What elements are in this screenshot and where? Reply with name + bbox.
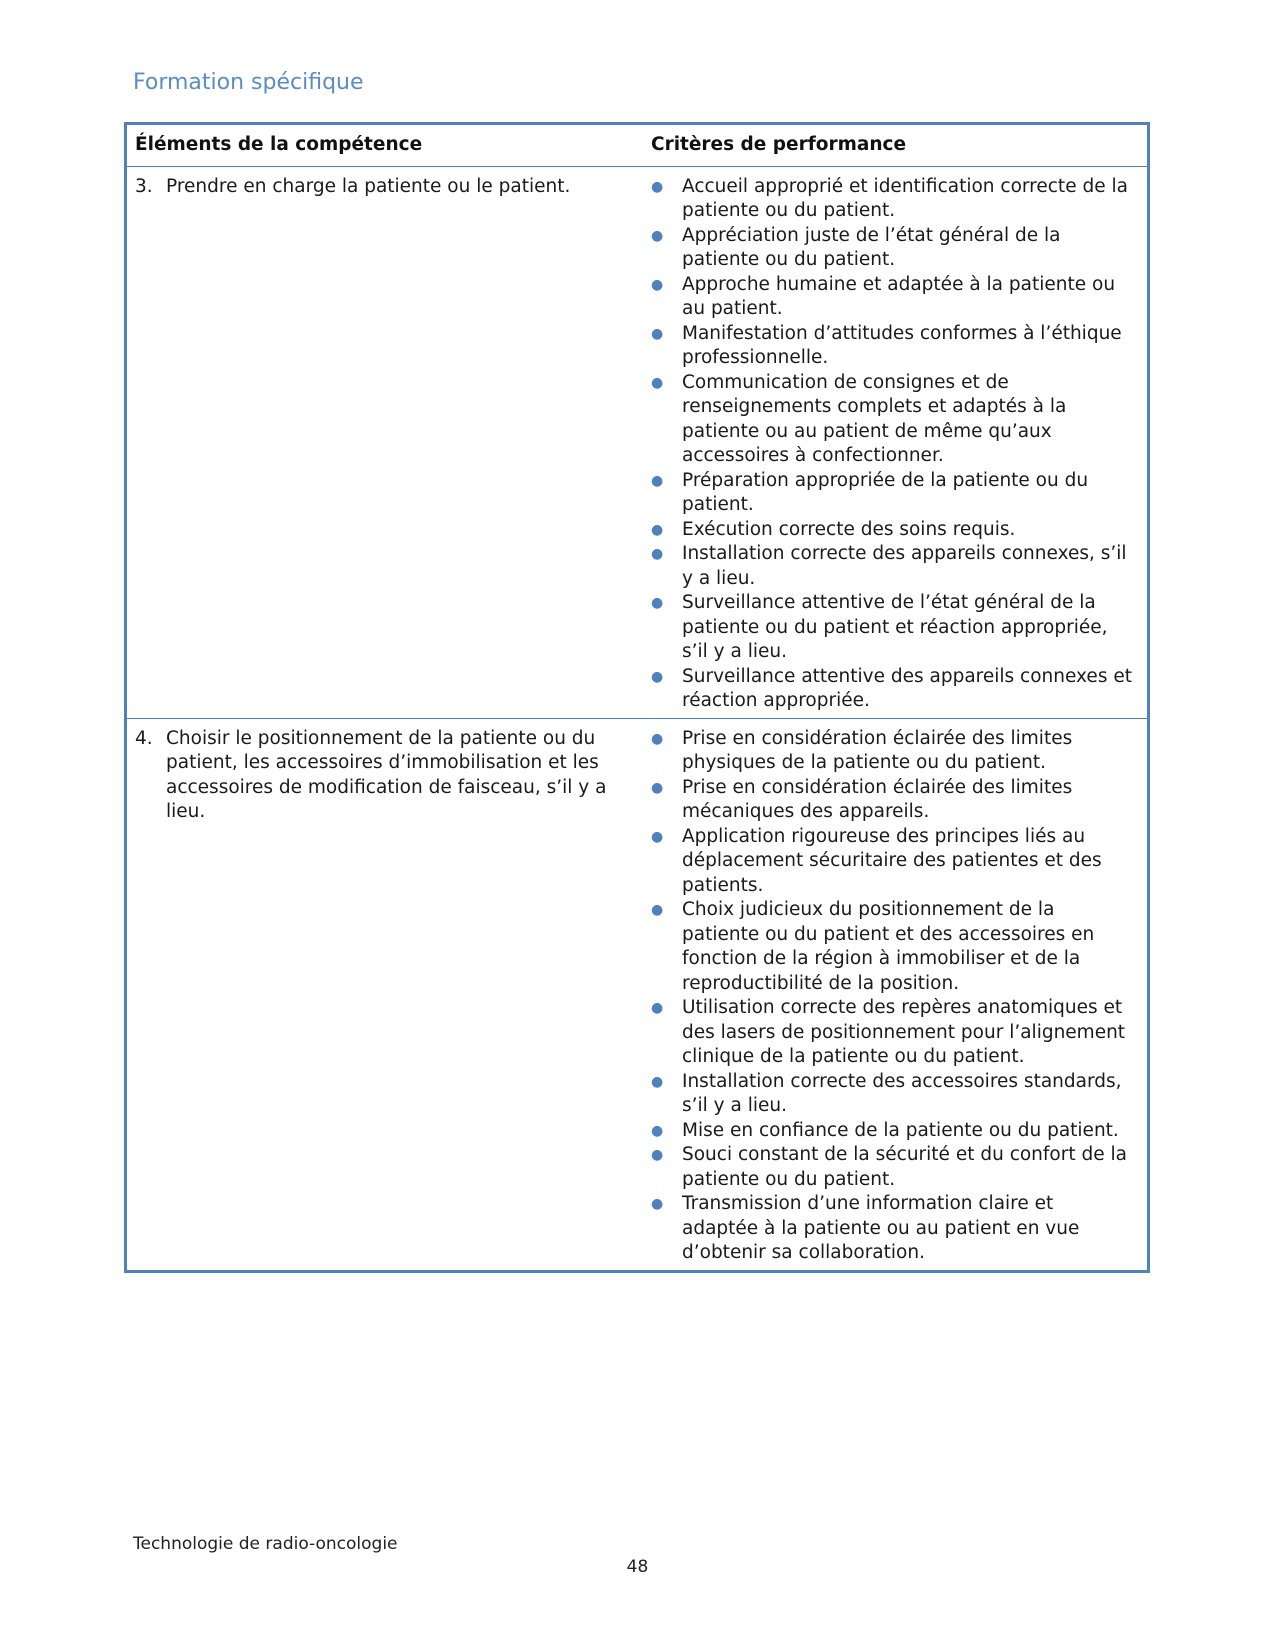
competency-element (135, 175, 635, 200)
bullet-icon: ● (651, 1196, 664, 1212)
table-row (126, 166, 1149, 718)
criterion-text: Souci constant de la sécurité et du confort de la patiente ou du patient. (682, 1144, 1127, 1190)
page-number: 48 (626, 1557, 649, 1577)
criterion-text: Transmission d’une information claire et adaptée à la patiente ou au patient en vue d’obtenir sa collaboration. (682, 1193, 1080, 1263)
criterion-text: Exécution correcte des soins requis. (682, 518, 1016, 540)
criterion-text: Approche humaine et adaptée à la patiente ou au patient. (682, 273, 1116, 319)
list-item (651, 224, 1139, 273)
criterion-text: Prise en considération éclairée des limites mécaniques des appareils. (682, 776, 1073, 822)
criterion-text: Installation correcte des accessoires standards, s’il y a lieu. (682, 1070, 1122, 1116)
list-item (651, 825, 1139, 899)
criterion-text: Mise en confiance de la patiente ou du patient. (682, 1119, 1119, 1141)
table-row (126, 718, 1149, 1271)
list-item (651, 273, 1139, 322)
criterion-text: Installation correcte des appareils connexes, s’il y a lieu. (682, 543, 1127, 589)
criterion-text: Surveillance attentive de l’état général de la patiente ou du patient et réaction appropriée, s’il y a lieu. (682, 592, 1108, 662)
element-number: 4. (135, 727, 153, 749)
criteria-list (651, 727, 1139, 1266)
list-item (651, 1070, 1139, 1119)
bullet-icon: ● (651, 779, 664, 796)
competency-element (135, 727, 635, 825)
list-item (651, 175, 1139, 224)
list-item (651, 898, 1139, 996)
list-item (651, 665, 1139, 714)
bullet-icon: ● (651, 668, 664, 685)
element-text: Prendre en charge la patiente ou le patient. (166, 175, 571, 197)
competency-element-cell (126, 166, 644, 718)
list-item (651, 996, 1139, 1070)
criteria-list (651, 175, 1139, 714)
bullet-icon: ● (651, 227, 664, 244)
bullet-icon: ● (651, 374, 664, 391)
criterion-text: Appréciation juste de l’état général de la patiente ou du patient. (682, 224, 1061, 270)
performance-criteria-cell (643, 718, 1149, 1271)
list-item (651, 591, 1139, 665)
criterion-text: Surveillance attentive des appareils connexes et réaction appropriée. (682, 665, 1132, 711)
criterion-text: Préparation appropriée de la patiente ou du patient. (682, 469, 1089, 515)
bullet-icon: ● (651, 1073, 664, 1090)
bullet-icon: ● (651, 1147, 664, 1163)
bullet-icon: ● (651, 178, 664, 195)
bullet-icon: ● (651, 1000, 664, 1016)
list-item (651, 1192, 1139, 1266)
bullet-icon: ● (651, 902, 664, 918)
bullet-icon: ● (651, 472, 664, 489)
list-item (651, 776, 1139, 825)
bullet-icon: ● (651, 1122, 664, 1139)
criterion-text: Accueil approprié et identification correcte de la patiente ou du patient. (682, 175, 1128, 221)
bullet-icon: ● (651, 325, 664, 342)
list-item (651, 1119, 1139, 1144)
criterion-text: Utilisation correcte des repères anatomiques et des lasers de positionnement pour l’alignement clinique de la patiente ou du patient. (682, 997, 1126, 1067)
criterion-text: Manifestation d’attitudes conformes à l’éthique professionnelle. (682, 322, 1122, 368)
column-header-criteria: Critères de performance (643, 124, 1149, 167)
footer-program-name: Technologie de radio-oncologie (133, 1534, 398, 1554)
table-header-row (126, 124, 1149, 167)
bullet-icon: ● (651, 828, 664, 845)
competency-table (124, 122, 1150, 1273)
criterion-text: Communication de consignes et de renseignements complets et adaptés à la patiente ou au patient de même qu’aux accessoires à confectionner. (682, 371, 1067, 466)
bullet-icon: ● (651, 276, 664, 293)
list-item (651, 518, 1139, 543)
list-item (651, 542, 1139, 591)
criterion-text: Choix judicieux du positionnement de la patiente ou du patient et des accessoires en fonction de la région à immobiliser et de la reproductibilité de la position. (682, 899, 1095, 994)
list-item (651, 371, 1139, 469)
bullet-icon: ● (651, 546, 664, 562)
element-text: Choisir le positionnement de la patiente ou du patient, les accessoires d’immobilisation et les accessoires de modification de faisceau, s’il y a lieu. (166, 727, 607, 822)
list-item (651, 1143, 1139, 1192)
performance-criteria-cell (643, 166, 1149, 718)
list-item (651, 322, 1139, 371)
list-item (651, 727, 1139, 776)
bullet-icon: ● (651, 595, 664, 611)
section-title: Formation spécifique (133, 70, 364, 95)
bullet-icon: ● (651, 730, 664, 747)
competency-element-cell (126, 718, 644, 1271)
bullet-icon: ● (651, 521, 664, 538)
column-header-elements: Éléments de la compétence (126, 124, 644, 167)
criterion-text: Prise en considération éclairée des limites physiques de la patiente ou du patient. (682, 727, 1073, 773)
criterion-text: Application rigoureuse des principes liés au déplacement sécuritaire des patientes et des patients. (682, 825, 1102, 896)
list-item (651, 469, 1139, 518)
element-number: 3. (135, 175, 153, 197)
